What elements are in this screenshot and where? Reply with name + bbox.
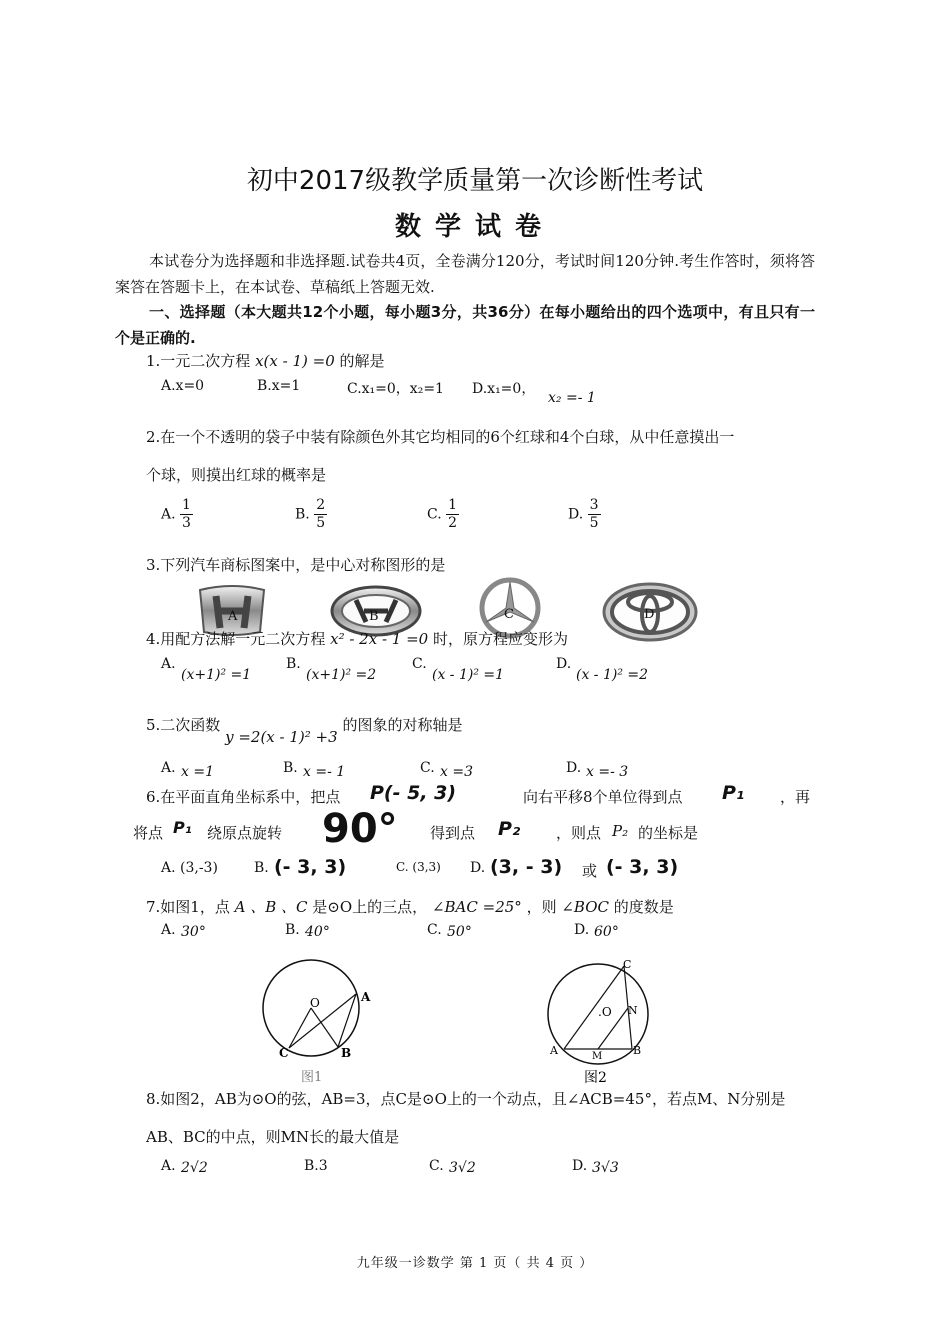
q6-point-p1-b: P₁ [173, 818, 192, 837]
q7-stem-c: ，则 [526, 898, 557, 916]
denominator: 3 [182, 515, 191, 531]
q1-equation: x(x - 1) =0 [255, 352, 335, 370]
fig2-label-n: N [628, 1004, 638, 1017]
q5-option-c: x =3 [440, 764, 473, 780]
q6-point-p1: P₁ [722, 782, 745, 804]
q5-stem-b: 的图象的对称轴是 [342, 716, 463, 734]
q8-option-c-label: C. [429, 1158, 444, 1174]
q8-line1: 8.如图2，AB为⊙O的弦，AB=3，点C是⊙O上的一个动点，且∠ACB=45°，若点M、N分别是 [146, 1090, 786, 1108]
q2-option-c-label: C. [427, 506, 442, 523]
q6-angle: 90° [322, 806, 398, 852]
q6-point-p2: P₂ [498, 818, 521, 840]
q6-line2-b: 绕原点旋转 [207, 824, 283, 842]
q7-option-d-label: D. [574, 922, 590, 938]
q2-option-b-label: B. [295, 506, 310, 523]
intro-text: 本试卷分为选择题和非选择题.试卷共4页，全卷满分120分，考试时间120分钟.考生作答时，须将答案答在答题卡上，在本试卷、草稿纸上答题无效. [115, 252, 815, 296]
fig2-label-a: A [550, 1044, 558, 1057]
q6-line2-d: ，则点 [556, 824, 602, 842]
q2-option-d-label: D. [568, 506, 584, 523]
fig2-label-o: .O [598, 1005, 612, 1019]
fig1-label-b: B [341, 1046, 352, 1060]
q6-option-c: C. (3,3) [396, 860, 441, 874]
q7-stem [146, 896, 674, 917]
q2-option-d-fraction [588, 497, 601, 532]
q6-stem-a: 6.在平面直角坐标系中，把点 [146, 788, 341, 806]
denominator: 2 [448, 515, 458, 531]
q1-option-d-second: x₂ =- 1 [548, 390, 596, 406]
q6-line2-a: 将点 [133, 824, 164, 842]
q6-point-p: P(- 5, 3) [370, 782, 457, 804]
q1-option-c: C.x₁=0，x₂=1 [347, 381, 444, 397]
q6-option-a [161, 860, 218, 876]
q3-label-c: C [504, 607, 514, 622]
q8-option-c: 3√2 [449, 1160, 476, 1176]
q2-line2: 个球，则摸出红球的概率是 [146, 466, 327, 484]
q4-stem [146, 628, 568, 649]
q8-option-d-label: D. [572, 1158, 588, 1174]
q4-option-b: (x+1)² =2 [306, 667, 377, 683]
page-title: 初中2017级教学质量第一次诊断性考试 [246, 166, 704, 196]
q6-option-d-label: D. [470, 860, 486, 876]
q4-stem-a: 4.用配方法解一元二次方程 [146, 630, 326, 648]
q6-line2-c: 得到点 [430, 824, 476, 842]
q7-option-b: 40° [305, 924, 330, 940]
q2-option-b [295, 497, 327, 532]
q3-label-b: B [369, 609, 379, 624]
q2-option-a-fraction [180, 497, 193, 532]
q2-option-a [161, 497, 193, 532]
q7-stem-b: 是⊙O上的三点， [312, 898, 428, 916]
q8-line2: AB、BC的中点，则MN长的最大值是 [146, 1128, 400, 1146]
q7-option-a-label: A. [161, 922, 176, 938]
fig2-label-b: B [633, 1044, 642, 1057]
page-footer: 九年级一诊数学 第 1 页（ 共 4 页 ） [356, 1256, 594, 1271]
q4-stem-b: 时，原方程应变形为 [433, 630, 569, 648]
q5-option-a: x =1 [181, 764, 214, 780]
fig1-label-c: C [279, 1046, 289, 1060]
q5-option-b: x =- 1 [303, 764, 346, 780]
q7-angle-boc: ∠BOC [561, 898, 610, 916]
q3-stem: 3.下列汽车商标图案中，是中心对称图形的是 [146, 556, 446, 574]
fig1-label-a: A [361, 990, 371, 1004]
figure-2 [540, 956, 670, 1088]
fig2-caption: 图2 [584, 1070, 607, 1086]
q6-line2-e: 的坐标是 [638, 824, 699, 842]
q3-label-d: D [644, 607, 655, 622]
q6-stem-c: ，再 [780, 788, 811, 806]
numerator: 2 [316, 497, 326, 513]
q7-angle: ∠BAC =25° [431, 898, 522, 916]
q5-equation: y =2(x - 1)² +3 [225, 728, 338, 746]
q6-stem-b: 向右平移8个单位得到点 [523, 788, 683, 806]
numerator: 1 [448, 497, 458, 513]
q4-option-d-label: D. [556, 656, 572, 672]
q4-option-a-label: A. [161, 656, 176, 672]
q6-option-d: (3, - 3) [490, 856, 563, 878]
q1-stem-b: 的解是 [339, 352, 385, 370]
q6-option-a-text: A. (3,-3) [161, 860, 218, 876]
denominator: 5 [589, 515, 599, 531]
q4-equation: x² - 2x - 1 =0 [330, 630, 429, 648]
q5-option-d-label: D. [566, 760, 582, 776]
denominator: 5 [316, 515, 326, 531]
q4-option-c: (x - 1)² =1 [432, 667, 505, 683]
numerator: 1 [182, 497, 191, 513]
q6-option-d-or: 或 [582, 862, 598, 880]
q8-option-a: 2√2 [181, 1160, 208, 1176]
q4-option-b-label: B. [286, 656, 301, 672]
fig2-label-c: C [623, 958, 632, 971]
q2-line1: 2.在一个不透明的袋子中装有除颜色外其它均相同的6个红球和4个白球，从中任意摸出一 [146, 428, 735, 446]
q6-option-b: (- 3, 3) [274, 856, 347, 878]
q8-option-b: B.3 [304, 1158, 328, 1174]
q6-option-d-second: (- 3, 3) [606, 856, 679, 878]
q1-option-a: A.x=0 [161, 378, 205, 394]
q4-option-a: (x+1)² =1 [181, 667, 252, 683]
q4-option-d: (x - 1)² =2 [576, 667, 649, 683]
q2-option-d [568, 497, 601, 532]
q4-option-c-label: C. [412, 656, 427, 672]
fig2-label-m: M [592, 1051, 603, 1062]
q7-points: A 、B 、C [234, 898, 308, 916]
q7-option-c: 50° [447, 924, 472, 940]
q7-stem-a: 7.如图1，点 [146, 898, 230, 916]
q7-option-a: 30° [181, 924, 206, 940]
q8-option-a-label: A. [161, 1158, 176, 1174]
q7-stem-d: 的度数是 [613, 898, 674, 916]
fig1-label-o: O [310, 996, 320, 1010]
q5-option-b-label: B. [283, 760, 298, 776]
q5-option-c-label: C. [420, 760, 435, 776]
q2-option-c [427, 497, 459, 532]
q2-option-a-label: A. [161, 506, 176, 523]
q2-option-b-fraction [314, 497, 327, 532]
q1-option-d: D.x₁=0， [472, 381, 536, 397]
q1-option-b: B.x=1 [257, 378, 301, 394]
q8-option-d: 3√3 [592, 1160, 619, 1176]
numerator: 3 [589, 497, 599, 513]
q3-label-a: A [228, 609, 238, 624]
section-heading: 一、选择题（本大题共12个小题，每小题3分，共36分）在每小题给出的四个选项中，有且只有一个是正确的. [115, 303, 815, 347]
q5-stem-a: 5.二次函数 [146, 716, 221, 734]
q5-option-d: x =- 3 [586, 764, 629, 780]
q6-option-b-label: B. [254, 860, 269, 876]
q7-option-b-label: B. [285, 922, 300, 938]
toyota-logo-icon [604, 584, 696, 640]
q6-point-p2-b: P₂ [612, 822, 629, 840]
q5-option-a-label: A. [161, 760, 176, 776]
fig1-caption: 图1 [301, 1070, 323, 1085]
q1-stem [146, 350, 385, 371]
q1-stem-a: 1.一元二次方程 [146, 352, 251, 370]
page-subtitle: 数学试卷 [394, 212, 555, 242]
figure-1 [255, 956, 385, 1086]
q2-option-c-fraction [446, 497, 459, 532]
q7-option-d: 60° [594, 924, 619, 940]
q5-stem [146, 714, 463, 746]
q7-option-c-label: C. [427, 922, 442, 938]
